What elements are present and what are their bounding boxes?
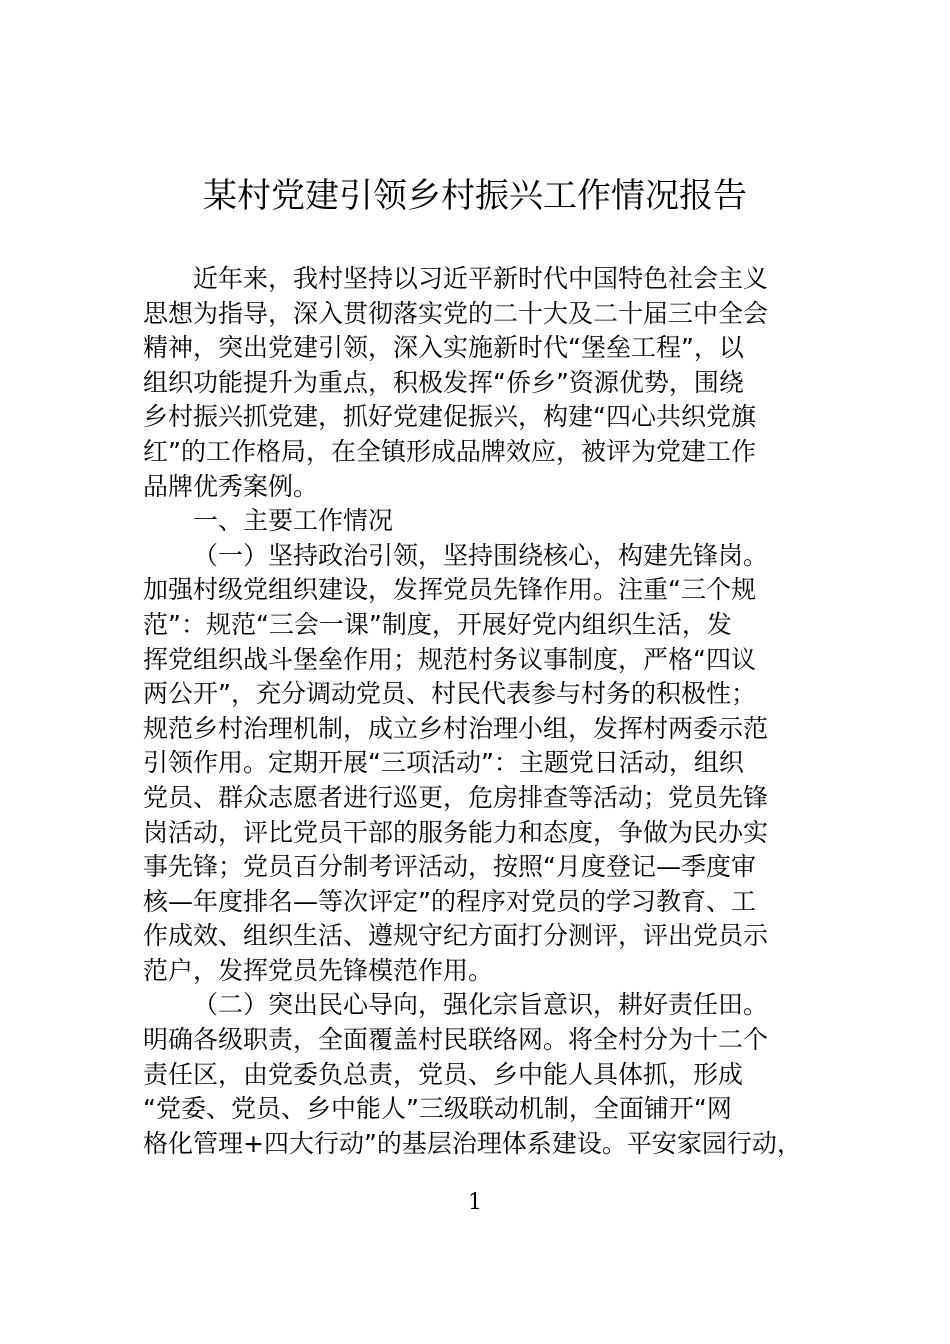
- text-line: 引领作用。定期开展“三项活动”：主题党日活动，组织: [143, 748, 744, 778]
- text-line: 规范乡村治理机制，成立乡村治理小组，发挥村两委示范: [143, 713, 769, 743]
- text-line: 挥党组织战斗堡垒作用；规范村务议事制度，严格“四议: [143, 644, 756, 674]
- document-title: 某村党建引领乡村振兴工作情况报告: [203, 176, 747, 216]
- text-line: 加强村级党组织建设，发挥党员先锋作用。注重“三个规: [143, 575, 756, 605]
- text-line: 两公开”，充分调动党员、村民代表参与村务的积极性；: [143, 679, 756, 709]
- text-line: 精神，突出党建引领，深入实施新时代“堡垒工程”，以: [143, 333, 744, 363]
- text-line: 核—年度排名—等次评定”的程序对党员的学习教育、工: [143, 886, 756, 916]
- text-line: 一、主要工作情况: [193, 506, 394, 536]
- text-line: 思想为指导，深入贯彻落实党的二十大及二十届三中全会: [143, 298, 769, 328]
- text-line: 责任区，由党委负总责，党员、乡中能人具体抓，形成: [143, 1059, 744, 1089]
- text-line: 作成效、组织生活、遵规守纪方面打分测评，评出党员示: [143, 921, 769, 951]
- text-line: 事先锋；党员百分制考评活动，按照“月度登记—季度审: [143, 852, 756, 882]
- text-line: 近年来，我村坚持以习近平新时代中国特色社会主义: [193, 264, 769, 293]
- text-line: 红”的工作格局，在全镇形成品牌效应，被评为党建工作: [143, 436, 756, 466]
- text-line: （二）突出民心导向，强化宗旨意识，耕好责任田。: [193, 990, 769, 1020]
- text-line: 组织功能提升为重点，积极发挥“侨乡”资源优势，围绕: [143, 367, 744, 397]
- text-line: 岗活动，评比党员干部的服务能力和态度，争做为民办实: [143, 817, 769, 847]
- page-number: 1: [468, 1190, 482, 1215]
- text-line: 范户，发挥党员先锋模范作用。: [143, 955, 494, 985]
- text-line: 党员、群众志愿者进行巡更，危房排查等活动；党员先锋: [143, 782, 769, 812]
- text-line: 范”：规范“三会一课”制度，开展好党内组织生活，发: [143, 609, 732, 639]
- text-line: （一）坚持政治引领，坚持围绕核心，构建先锋岗。: [193, 540, 769, 570]
- document-body: [143, 262, 811, 1161]
- text-line: “党委、党员、乡中能人”三级联动机制，全面铺开“网: [143, 1094, 732, 1124]
- text-line: 明确各级职责，全面覆盖村民联络网。将全村分为十二个: [143, 1025, 769, 1055]
- text-line: 格化管理+四大行动”的基层治理体系建设。平安家园行动，: [143, 1128, 802, 1158]
- text-line: 乡村振兴抓党建，抓好党建促振兴，构建“四心共织党旗: [143, 402, 756, 432]
- text-line: 品牌优秀案例。: [143, 471, 319, 501]
